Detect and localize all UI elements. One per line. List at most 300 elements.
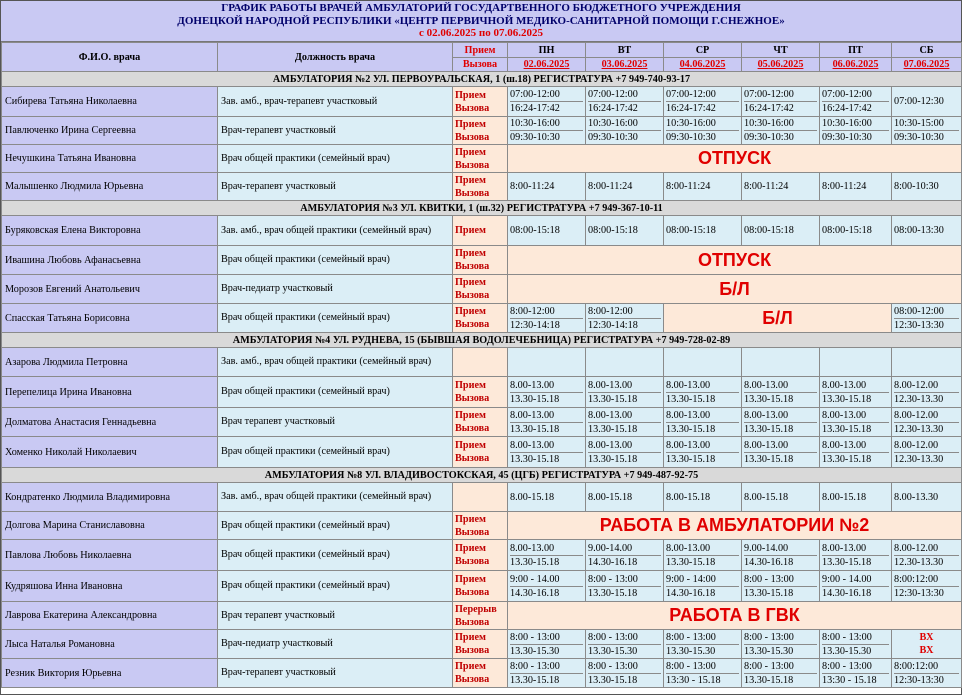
time-value: 14.30-16.18	[666, 587, 716, 599]
time-value: 08:00-15:18	[744, 225, 794, 236]
section-header-row	[2, 72, 962, 87]
time-cell	[664, 659, 742, 688]
time-value: 13.30-15.18	[744, 674, 794, 686]
time-value: 12.30-13.30	[894, 393, 944, 405]
time-value: 16:24-17:42	[744, 103, 794, 114]
doctor-row	[2, 275, 962, 304]
visit-type-label: Вызова	[455, 393, 490, 404]
day-name: ПН	[508, 44, 585, 58]
day-date: 06.06.2025	[832, 58, 879, 70]
time-cell	[820, 630, 892, 659]
time-cell	[892, 304, 962, 333]
schedule-table	[1, 42, 962, 688]
day-name: СР	[664, 44, 741, 58]
visit-type-cell	[453, 483, 508, 512]
time-value: 13.30-15.18	[666, 423, 716, 435]
time-value: 8:00-11:24	[510, 181, 555, 192]
time-value: 07:00-12:00	[510, 88, 583, 102]
empty-cell	[742, 348, 820, 377]
time-value: 8.00-15.18	[744, 491, 789, 503]
status-banner: Б/Л	[508, 275, 962, 304]
visit-type-cell	[453, 246, 508, 275]
day-off-label: ВХ	[919, 632, 934, 643]
visit-type-label: Вызова	[455, 645, 490, 656]
doctor-name: Долматова Анастасия Геннадьевна	[2, 408, 218, 437]
time-cell	[508, 571, 586, 602]
visit-type-label: Вызова	[455, 423, 490, 434]
time-value: 8.00-13.00	[822, 409, 889, 423]
time-cell	[742, 571, 820, 602]
status-banner: РАБОТА В ГВК	[508, 602, 962, 630]
header-priem: Прием	[453, 44, 507, 58]
doctor-position: Врач терапевт участковый	[218, 602, 453, 630]
time-value: 13.30-15.30	[744, 645, 794, 657]
time-cell	[586, 540, 664, 571]
doctor-row	[2, 630, 962, 659]
time-value: 09:30-10:30	[744, 132, 794, 143]
time-cell	[820, 216, 892, 246]
visit-type-label: Вызова	[455, 556, 490, 567]
time-value: 13.30-15.30	[510, 645, 560, 657]
doctor-position: Врач общей практики (семейный врач)	[218, 571, 453, 602]
doctor-name: Нечушкина Татьяна Ивановна	[2, 145, 218, 173]
time-cell	[508, 173, 586, 201]
doctor-row	[2, 602, 962, 630]
visit-type-label: Вызова	[455, 319, 490, 330]
visit-type-cell	[453, 512, 508, 540]
time-value: 10:30-16:00	[744, 117, 817, 131]
time-cell	[892, 437, 962, 468]
time-value: 13.30-15.18	[744, 393, 794, 405]
time-value: 8.00-13.00	[744, 379, 817, 393]
time-value: 07:00-12:00	[588, 88, 661, 102]
header-name: Ф.И.О. врача	[2, 43, 218, 72]
time-value: 10:30-16:00	[510, 117, 583, 131]
visit-type-cell	[453, 408, 508, 437]
time-value: 09:30-10:30	[894, 132, 944, 143]
visit-type-label: Прием	[455, 632, 486, 643]
doctor-position: Врач общей практики (семейный врач)	[218, 145, 453, 173]
time-cell	[586, 117, 664, 145]
time-cell	[820, 483, 892, 512]
day-date: 05.06.2025	[757, 58, 804, 70]
time-value: 16:24-17:42	[666, 103, 716, 114]
visit-type-cell	[453, 216, 508, 246]
time-value: 8:00 - 13:00	[588, 631, 661, 645]
time-value: 13.30-15.18	[510, 674, 560, 686]
time-value: 9:00 - 14.00	[822, 573, 889, 587]
visit-type-cell	[453, 87, 508, 117]
visit-type-label: Прием	[455, 306, 486, 317]
header-vyzova: Вызова	[462, 58, 498, 70]
time-cell	[892, 483, 962, 512]
doctor-row	[2, 304, 962, 333]
visit-type-label: Прием	[455, 380, 486, 391]
doctor-name: Азарова Людмила Петровна	[2, 348, 218, 377]
time-value: 08:00-15:18	[822, 225, 872, 236]
time-cell	[508, 540, 586, 571]
time-value: 12:30-14:18	[510, 319, 560, 331]
doctor-position: Врач-терапевт участковый	[218, 659, 453, 688]
doctor-row	[2, 377, 962, 408]
time-cell	[508, 87, 586, 117]
time-value: 8:00 - 13:00	[588, 660, 661, 674]
time-cell	[586, 630, 664, 659]
time-value: 8:00-12:00	[588, 305, 661, 319]
time-cell	[508, 216, 586, 246]
visit-type-cell	[453, 571, 508, 602]
day-off-cell	[892, 630, 962, 659]
time-cell	[508, 377, 586, 408]
visit-type-cell	[453, 437, 508, 468]
time-value: 16:24-17:42	[588, 103, 638, 114]
header-day	[586, 43, 664, 72]
visit-type-label: Прием	[455, 174, 486, 186]
visit-type-label: Прием	[455, 118, 486, 130]
time-value: 13.30-15.18	[666, 453, 716, 465]
doctor-position: Врач-терапевт участковый	[218, 117, 453, 145]
visit-type-label: Прием	[455, 410, 486, 421]
time-value: 8.00-13.00	[822, 379, 889, 393]
time-cell	[508, 437, 586, 468]
time-cell	[508, 117, 586, 145]
day-name: ПТ	[820, 44, 891, 58]
time-value: 8.00-15.18	[588, 491, 633, 503]
time-cell	[664, 117, 742, 145]
visit-type-cell	[453, 630, 508, 659]
visit-type-cell	[453, 275, 508, 304]
doctor-row	[2, 246, 962, 275]
time-value: 8.00-13.00	[666, 409, 739, 423]
title-dates: с 02.06.2025 по 07.06.2025	[419, 27, 543, 39]
section-header-row	[2, 333, 962, 348]
time-cell	[508, 408, 586, 437]
status-banner: РАБОТА В АМБУЛАТОРИИ №2	[508, 512, 962, 540]
time-cell	[508, 483, 586, 512]
time-cell	[820, 117, 892, 145]
time-cell	[586, 408, 664, 437]
time-cell	[892, 87, 962, 117]
time-cell	[742, 630, 820, 659]
time-value: 13.30-15.18	[588, 587, 638, 599]
time-value: 8:00:12:00	[894, 573, 959, 587]
day-date: 07.06.2025	[903, 58, 950, 70]
time-value: 8.00-13.00	[510, 439, 583, 453]
doctor-position: Зав. амб., врач общей практики (семейный врач)	[218, 216, 453, 246]
time-value: 12:30-14:18	[588, 319, 638, 331]
time-value: 13.30-15.18	[588, 393, 638, 405]
day-date: 03.06.2025	[601, 58, 648, 70]
empty-cell	[508, 348, 586, 377]
doctor-position: Врач общей практики (семейный врач)	[218, 512, 453, 540]
doctor-position: Врач общей практики (семейный врач)	[218, 246, 453, 275]
time-value: 13:30 - 15.18	[822, 674, 877, 686]
time-cell	[742, 659, 820, 688]
time-cell	[742, 377, 820, 408]
time-cell	[820, 377, 892, 408]
time-value: 8.00-13.00	[510, 542, 583, 556]
time-value: 13.30-15.18	[744, 587, 794, 599]
time-cell	[820, 659, 892, 688]
time-value: 13.30-15.18	[510, 423, 560, 435]
doctor-position: Врач общей практики (семейный врач)	[218, 437, 453, 468]
time-value: 13.30-15.18	[588, 674, 638, 686]
doctor-row	[2, 216, 962, 246]
doctor-name: Перепелица Ирина Ивановна	[2, 377, 218, 408]
doctor-position: Врач терапевт участковый	[218, 408, 453, 437]
time-value: 13.30-15.18	[744, 453, 794, 465]
time-value: 8.00-13.00	[510, 409, 583, 423]
doctor-row	[2, 512, 962, 540]
doctor-name: Долгова Марина Станиславовна	[2, 512, 218, 540]
header-day	[892, 43, 962, 72]
time-value: 10:30-16:00	[588, 117, 661, 131]
time-value: 13.30-15.30	[666, 645, 716, 657]
header-type	[453, 43, 508, 72]
visit-type-cell	[453, 304, 508, 333]
time-value: 8.00-15.18	[822, 491, 867, 503]
time-cell	[742, 483, 820, 512]
doctor-name: Кудряшова Инна Ивановна	[2, 571, 218, 602]
visit-type-label: Вызова	[455, 587, 490, 598]
time-value: 16:24-17:42	[822, 103, 872, 114]
time-cell	[586, 437, 664, 468]
visit-type-label: Вызова	[455, 290, 490, 301]
doctor-row	[2, 571, 962, 602]
time-value: 9:00 - 14:00	[666, 573, 739, 587]
time-value: 09:30-10:30	[822, 132, 872, 143]
time-cell	[892, 408, 962, 437]
time-value: 09:30-10:30	[666, 132, 716, 143]
time-value: 8.00-13.00	[588, 379, 661, 393]
time-value: 8:00-11:24	[744, 181, 789, 192]
time-value: 08:00-15:18	[588, 225, 638, 236]
time-cell	[586, 304, 664, 333]
time-cell	[742, 117, 820, 145]
time-cell	[820, 437, 892, 468]
time-value: 8.00-12.00	[894, 439, 959, 453]
time-value: 8:00 - 13:00	[744, 660, 817, 674]
doctor-name: Лыса Наталья Романовна	[2, 630, 218, 659]
time-cell	[664, 437, 742, 468]
header-row	[2, 43, 962, 72]
time-cell	[664, 408, 742, 437]
time-cell	[892, 377, 962, 408]
visit-type-cell	[453, 602, 508, 630]
time-cell	[742, 437, 820, 468]
time-value: 8:00 - 13:00	[822, 631, 889, 645]
visit-type-label: Прием	[455, 248, 486, 259]
doctor-position: Зав. амб., врач общей практики (семейный врач)	[218, 483, 453, 512]
time-cell	[742, 173, 820, 201]
doctor-position: Зав. амб., врач общей практики (семейный врач)	[218, 348, 453, 377]
time-cell	[892, 540, 962, 571]
time-cell	[508, 630, 586, 659]
visit-type-label: Вызова	[455, 674, 490, 685]
time-value: 8:00 - 13:00	[744, 631, 817, 645]
time-value: 13.30-15.18	[588, 453, 638, 465]
time-cell	[664, 571, 742, 602]
visit-type-label: Вызова	[455, 453, 490, 464]
time-value: 07:00-12:00	[822, 88, 889, 102]
time-value: 8.00-12.00	[894, 409, 959, 423]
time-value: 13.30-15.18	[822, 556, 872, 568]
time-value: 08:00-12:00	[894, 305, 959, 319]
section-title: АМБУЛАТОРИЯ №8 УЛ. ВЛАДИВОСТОКСКАЯ, 45 (ЦГБ) РЕГИСТРАТУРА +7 949-487-92-75	[2, 468, 962, 483]
time-cell	[508, 304, 586, 333]
time-value: 8.00-13.00	[510, 379, 583, 393]
time-value: 8:00-12:00	[510, 305, 583, 319]
time-value: 12:30-13:30	[894, 674, 944, 686]
time-cell	[892, 216, 962, 246]
time-value: 8:00 - 13:00	[666, 631, 739, 645]
time-cell	[586, 483, 664, 512]
status-banner: Б/Л	[664, 304, 892, 333]
doctor-row	[2, 540, 962, 571]
time-value: 8.00-13.00	[666, 542, 739, 556]
doctor-name: Сибирева Татьяна Николаевна	[2, 87, 218, 117]
time-value: 12.30-13.30	[894, 556, 944, 568]
doctor-position: Врач-педиатр участковый	[218, 630, 453, 659]
time-value: 10:30-16:00	[666, 117, 739, 131]
doctor-row	[2, 408, 962, 437]
time-value: 12.30-13.30	[894, 453, 944, 465]
doctor-row	[2, 348, 962, 377]
visit-type-cell	[453, 173, 508, 201]
visit-type-cell	[453, 540, 508, 571]
visit-type-label: Прием	[455, 661, 486, 672]
time-value: 8.00-13.30	[894, 491, 939, 503]
time-value: 8:00 - 13:00	[744, 573, 817, 587]
doctor-name: Кондратенко Людмила Владимировна	[2, 483, 218, 512]
time-cell	[820, 540, 892, 571]
time-cell	[892, 571, 962, 602]
time-value: 8.00-12.00	[894, 542, 959, 556]
time-value: 13.30-15.18	[588, 423, 638, 435]
day-name: ВТ	[586, 44, 663, 58]
time-value: 8:00-11:24	[666, 181, 711, 192]
section-header-row	[2, 468, 962, 483]
doctor-name: Хоменко Николай Николаевич	[2, 437, 218, 468]
empty-cell	[586, 348, 664, 377]
time-cell	[820, 571, 892, 602]
visit-type-label: Перерыв	[455, 603, 497, 615]
time-cell	[664, 483, 742, 512]
time-value: 9.00-14.00	[588, 542, 661, 556]
visit-type-label: Прием	[455, 89, 486, 101]
doctor-row	[2, 173, 962, 201]
visit-type-label: Вызова	[455, 187, 490, 199]
time-cell	[664, 173, 742, 201]
day-name: ЧТ	[742, 44, 819, 58]
section-header-row	[2, 201, 962, 216]
time-cell	[820, 408, 892, 437]
time-value: 8:00 - 13:00	[822, 660, 889, 674]
day-off-label: ВХ	[919, 645, 934, 656]
time-cell	[742, 87, 820, 117]
time-value: 12.30-13.30	[894, 423, 944, 435]
time-value: 16:24-17:42	[510, 103, 560, 114]
time-cell	[586, 87, 664, 117]
visit-type-label: Вызова	[455, 616, 490, 628]
visit-type-cell	[453, 117, 508, 145]
time-cell	[664, 377, 742, 408]
visit-type-label: Вызова	[455, 102, 490, 114]
time-value: 07:00-12:30	[894, 96, 944, 107]
section-title: АМБУЛАТОРИЯ №3 УЛ. КВИТКИ, 1 (ш.32) РЕГИСТРАТУРА +7 949-367-10-11	[2, 201, 962, 216]
time-value: 8.00-13.00	[744, 409, 817, 423]
time-value: 08:00-15:18	[666, 225, 716, 236]
section-title: АМБУЛАТОРИЯ №2 УЛ. ПЕРВОУРАЛЬСКАЯ, 1 (ш.18) РЕГИСТРАТУРА +7 949-740-93-17	[2, 72, 962, 87]
header-day	[664, 43, 742, 72]
time-value: 9:00 - 14.00	[510, 573, 583, 587]
time-value: 13.30-15.18	[822, 453, 872, 465]
time-value: 8.00-13.00	[666, 439, 739, 453]
time-value: 8.00-13.00	[822, 542, 889, 556]
doctor-position: Врач общей практики (семейный врач)	[218, 304, 453, 333]
day-name: СБ	[892, 44, 961, 58]
empty-cell	[892, 348, 962, 377]
doctor-row	[2, 145, 962, 173]
time-value: 8.00-12.00	[894, 379, 959, 393]
doctor-name: Резник Виктория Юрьевна	[2, 659, 218, 688]
time-value: 8.00-13.00	[588, 409, 661, 423]
visit-type-label: Вызова	[455, 131, 490, 143]
doctor-name: Малышенко Людмила Юрьевна	[2, 173, 218, 201]
time-value: 13.30-15.18	[666, 393, 716, 405]
time-value: 08:00-15:18	[510, 225, 560, 236]
time-cell	[742, 540, 820, 571]
doctor-name: Лаврова Екатерина Александровна	[2, 602, 218, 630]
empty-cell	[820, 348, 892, 377]
doctor-position: Врач общей практики (семейный врач)	[218, 377, 453, 408]
visit-type-label: Вызова	[455, 261, 490, 272]
visit-type-label: Прием	[455, 574, 486, 585]
time-cell	[586, 571, 664, 602]
time-value: 13.30-15.18	[510, 556, 560, 568]
section-title: АМБУЛАТОРИЯ №4 УЛ. РУДНЕВА, 15 (БЫВШАЯ ВОДОЛЕЧЕБНИЦА) РЕГИСТРАТУРА +7 949-728-02-89	[2, 333, 962, 348]
day-date: 02.06.2025	[523, 58, 570, 70]
doctor-name: Павлюченко Ирина Сергеевна	[2, 117, 218, 145]
time-value: 07:00-12:00	[666, 88, 739, 102]
visit-type-label: Прием	[455, 225, 486, 236]
visit-type-label: Прием	[455, 440, 486, 451]
doctor-name: Павлова Любовь Николаевна	[2, 540, 218, 571]
time-value: 13:30 - 15.18	[666, 674, 721, 686]
time-cell	[664, 87, 742, 117]
doctor-position: Зав. амб., врач-терапевт участковый	[218, 87, 453, 117]
time-value: 13.30-15.30	[822, 645, 872, 657]
time-value: 07:00-12:00	[744, 88, 817, 102]
time-value: 13.30-15.18	[822, 393, 872, 405]
visit-type-label: Вызова	[455, 526, 490, 538]
doctor-position: Врач общей практики (семейный врач)	[218, 540, 453, 571]
doctor-position: Врач-терапевт участковый	[218, 173, 453, 201]
doctor-row	[2, 117, 962, 145]
time-cell	[586, 659, 664, 688]
time-value: 8.00-13.00	[744, 439, 817, 453]
time-value: 12:30-13:30	[894, 587, 944, 599]
time-value: 8:00 - 13:00	[510, 660, 583, 674]
visit-type-cell	[453, 145, 508, 173]
time-value: 8:00:12:00	[894, 660, 959, 674]
time-value: 8.00-15.18	[510, 491, 555, 503]
visit-type-label: Прием	[455, 146, 486, 158]
header-position: Должность врача	[218, 43, 453, 72]
doctor-name: Морозов Евгений Анатольевич	[2, 275, 218, 304]
time-value: 14.30-16.18	[510, 587, 560, 599]
doctor-name: Буряковская Елена Викторовна	[2, 216, 218, 246]
